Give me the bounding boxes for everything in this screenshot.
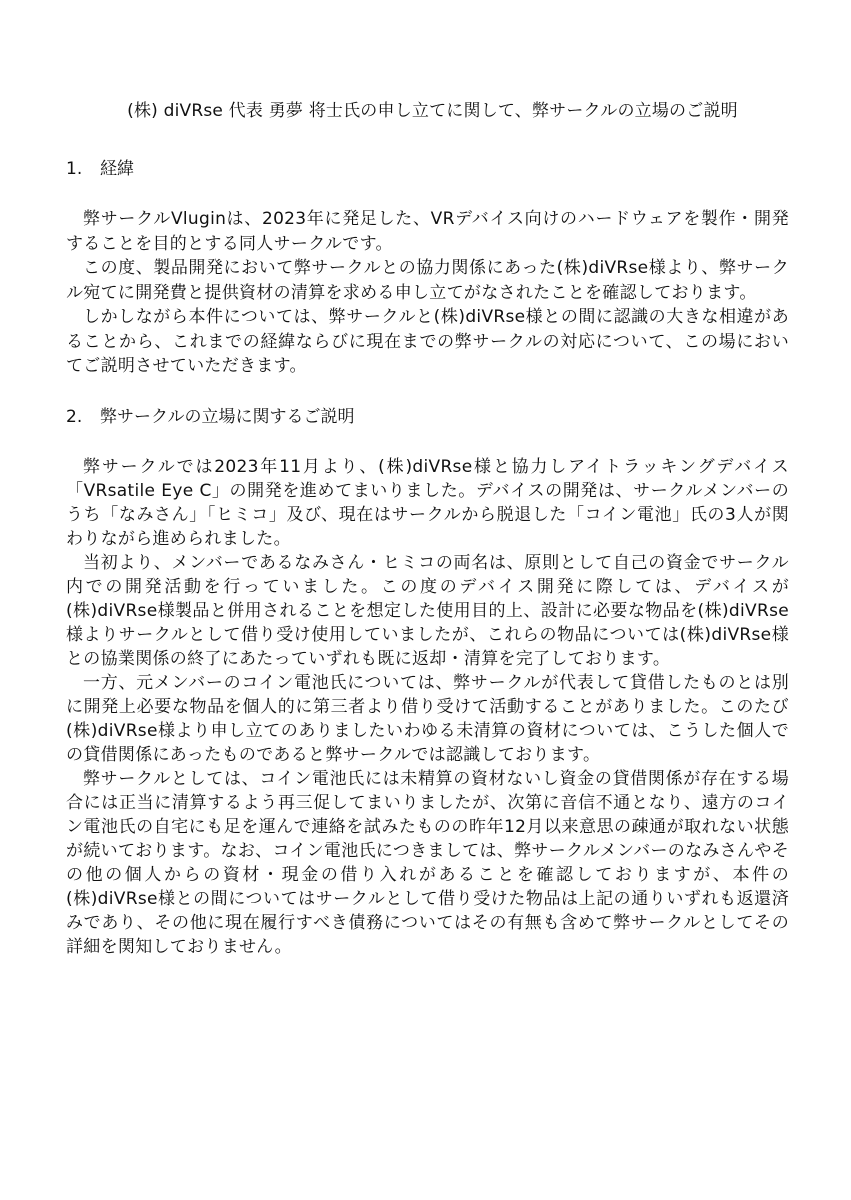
section-heading-text: 経緯: [100, 159, 134, 179]
paragraph: しかしながら本件については、弊サークルと(株)diVRse様との間に認識の大きな相違があることから、これまでの経緯ならびに現在までの弊サークルの対応について、この場においてご説明させていただきます。: [66, 307, 789, 376]
section-body-position: [66, 455, 789, 959]
paragraph: 当初より、メンバーであるなみさん・ヒミコの両名は、原則として自己の資金でサークル内での開発活動を行っていました。この度のデバイス開発に際しては、デバイスが(株)diVRse様製品と併用されることを想定した使用目的上、設計に必要な物品を(株)diVRse様よりサークルとして借り受け使用していましたが、これらの物品については(株)diVRse様との協業関係の終了にあたっていずれも既に返却・清算を完了しております。: [66, 552, 789, 669]
section-heading-background: [66, 156, 789, 182]
section-body-background: [66, 207, 789, 379]
paragraph: 一方、元メンバーのコイン電池氏については、弊サークルが代表して貸借したものとは別に開発上必要な物品を個人的に第三者より借り受けて活動することがありました。このたび(株)diVRse様より申し立てのありましたいわゆる未清算の資材については、こうした個人での貸借関係にあったものであると弊サークルでは認識しております。: [66, 672, 789, 765]
section-heading-position: [66, 404, 789, 430]
paragraph: 弊サークルでは2023年11月より、(株)diVRse様と協力しアイトラッキングデバイス「VRsatile Eye C」の開発を進めてまいりました。デバイスの開発は、サークルメンバーのうち「なみさん」「ヒミコ」及び、現在はサークルから脱退した「コイン電池」氏の3人が関わりながら進められました。: [66, 456, 789, 549]
paragraph: 弊サークルとしては、コイン電池氏には未精算の資材ないし資金の貸借関係が存在する場合には正当に清算するよう再三促してまいりましたが、次第に音信不通となり、遠方のコイン電池氏の自宅にも足を運んで連絡を試みたものの昨年12月以来意思の疎通が取れない状態が続いております。なお、コイン電池氏につきましては、弊サークルメンバーのなみさんやその他の個人からの資材・現金の借り入れがあることを確認しておりますが、本件の(株)diVRse様との間についてはサークルとして借り受けた物品は上記の通りいずれも返還済みであり、その他に現在履行すべき債務についてはその有無も含めて弊サークルとしてその詳細を関知しておりません。: [66, 768, 789, 957]
paragraph: この度、製品開発において弊サークルとの協力関係にあった(株)diVRse様より、弊サークル宛てに開発費と提供資材の清算を求める申し立てがなされたことを確認しております。: [66, 258, 789, 303]
section-number: 2.: [66, 406, 83, 427]
section-heading-text: 弊サークルの立場に関するご説明: [100, 406, 355, 427]
paragraph: 弊サークルVluginは、2023年に発足した、VRデバイス向けのハードウェアを製作・開発することを目的とする同人サークルです。: [66, 209, 789, 254]
section-number: 1.: [66, 159, 83, 179]
document-title: (株) diVRse 代表 勇夢 将士氏の申し立てに関して、弊サークルの立場のご説明: [127, 101, 738, 121]
